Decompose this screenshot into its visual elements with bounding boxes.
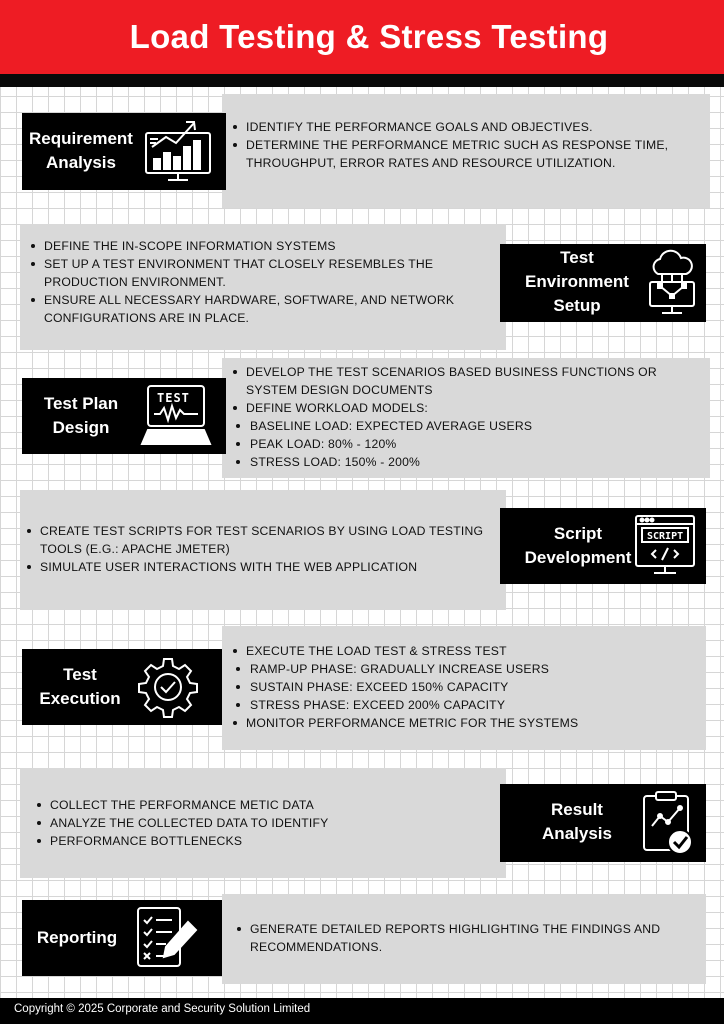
step-2-label-line-1: Test (560, 248, 594, 267)
step-3-label-line-2: Design (52, 418, 110, 437)
list-item: SIMULATE USER INTERACTIONS WITH THE WEB APPLICATION (26, 558, 496, 576)
list-item: COLLECT THE PERFORMANCE METIC DATA (36, 796, 496, 814)
list-item: RAMP-UP PHASE: GRADUALLY INCREASE USERS (232, 660, 702, 678)
step-5-label-box (22, 649, 222, 725)
clipboard-graph-check-icon (638, 790, 698, 858)
list-item: PERFORMANCE BOTTLENECKS (36, 832, 496, 850)
list-item: SUSTAIN PHASE: EXCEED 150% CAPACITY (232, 678, 702, 696)
step-6-label-line-1: Result (551, 800, 603, 819)
report-checklist-pen-icon (134, 904, 202, 972)
step-5-bullet-list (232, 642, 702, 732)
step-1-label-line-2: Analysis (46, 153, 116, 172)
step-6-label-line-2: Analysis (542, 824, 612, 843)
gear-check-icon (136, 655, 200, 719)
step-5-label-line-1: Test (63, 665, 97, 684)
list-item: DEVELOP THE TEST SCENARIOS BASED BUSINESS FUNCTIONS OR SYSTEM DESIGN DOCUMENTS (232, 363, 702, 399)
step-4-label-line-1: Script (553, 524, 603, 543)
step-3-label-box (22, 378, 226, 454)
step-7-bullet-list (236, 920, 696, 956)
list-item: ENSURE ALL NECESSARY HARDWARE, SOFTWARE, AND NETWORK CONFIGURATIONS ARE IN PLACE. (30, 291, 490, 327)
list-item: EXECUTE THE LOAD TEST & STRESS TEST (232, 642, 702, 660)
script-icon-text: SCRIPT (647, 531, 684, 542)
step-1-label-line-1: Requirement (29, 129, 133, 148)
list-item: ANALYZE THE COLLECTED DATA TO IDENTIFY (36, 814, 496, 832)
test-laptop-icon (140, 382, 212, 450)
header-divider (0, 74, 724, 87)
test-icon-text: TEST (157, 391, 190, 405)
step-2-bullet-list (30, 237, 490, 327)
list-item: BASELINE LOAD: EXPECTED AVERAGE USERS (232, 417, 702, 435)
list-item: STRESS PHASE: EXCEED 200% CAPACITY (232, 696, 702, 714)
copyright-text: Copyright © 2025 Corporate and Security Solution Limited (14, 1003, 311, 1015)
list-item: SET UP A TEST ENVIRONMENT THAT CLOSELY RESEMBLES THE PRODUCTION ENVIRONMENT. (30, 255, 490, 291)
step-3-bullet-list (232, 363, 702, 471)
step-7-label-box (22, 900, 222, 976)
step-2-label-line-2: Environment (525, 272, 629, 291)
step-5-label-line-2: Execution (39, 689, 121, 708)
list-item: DEFINE WORKLOAD MODELS: (232, 399, 702, 417)
step-6-label-box (500, 784, 706, 862)
page-title: Load Testing & Stress Testing (129, 18, 609, 55)
step-4-label-line-2: Development (524, 548, 632, 567)
step-7-label-line-1: Reporting (36, 928, 118, 947)
list-item: PEAK LOAD: 80% - 120% (232, 435, 702, 453)
step-2-label-line-3: Setup (553, 296, 601, 315)
step-3-label-line-1: Test Plan (43, 394, 119, 413)
list-item: IDENTIFY THE PERFORMANCE GOALS AND OBJECTIVES. (232, 118, 692, 136)
step-4-bullet-list (26, 522, 496, 576)
cloud-network-monitor-icon (644, 248, 700, 318)
script-monitor-icon (634, 514, 696, 580)
step-1-bullet-list (232, 118, 692, 172)
step-2-label-box (500, 244, 706, 322)
list-item: CREATE TEST SCRIPTS FOR TEST SCENARIOS BY USING LOAD TESTING TOOLS (E.G.: APACHE JMETER) (26, 522, 496, 558)
list-item: DEFINE THE IN-SCOPE INFORMATION SYSTEMS (30, 237, 490, 255)
header-banner (0, 0, 724, 74)
list-item: GENERATE DETAILED REPORTS HIGHLIGHTING THE FINDINGS AND RECOMMENDATIONS. (236, 920, 696, 956)
step-6-bullet-list (36, 796, 496, 850)
step-1-label-box (22, 113, 226, 190)
step-4-label-box (500, 508, 706, 584)
list-item: STRESS LOAD: 150% - 200% (232, 453, 702, 471)
bar-chart-monitor-icon (144, 117, 214, 183)
footer-bar (0, 998, 724, 1024)
list-item: MONITOR PERFORMANCE METRIC FOR THE SYSTEMS (232, 714, 702, 732)
list-item: DETERMINE THE PERFORMANCE METRIC SUCH AS RESPONSE TIME, THROUGHPUT, ERROR RATES AND RESOURCE UTILIZATION. (232, 136, 692, 172)
